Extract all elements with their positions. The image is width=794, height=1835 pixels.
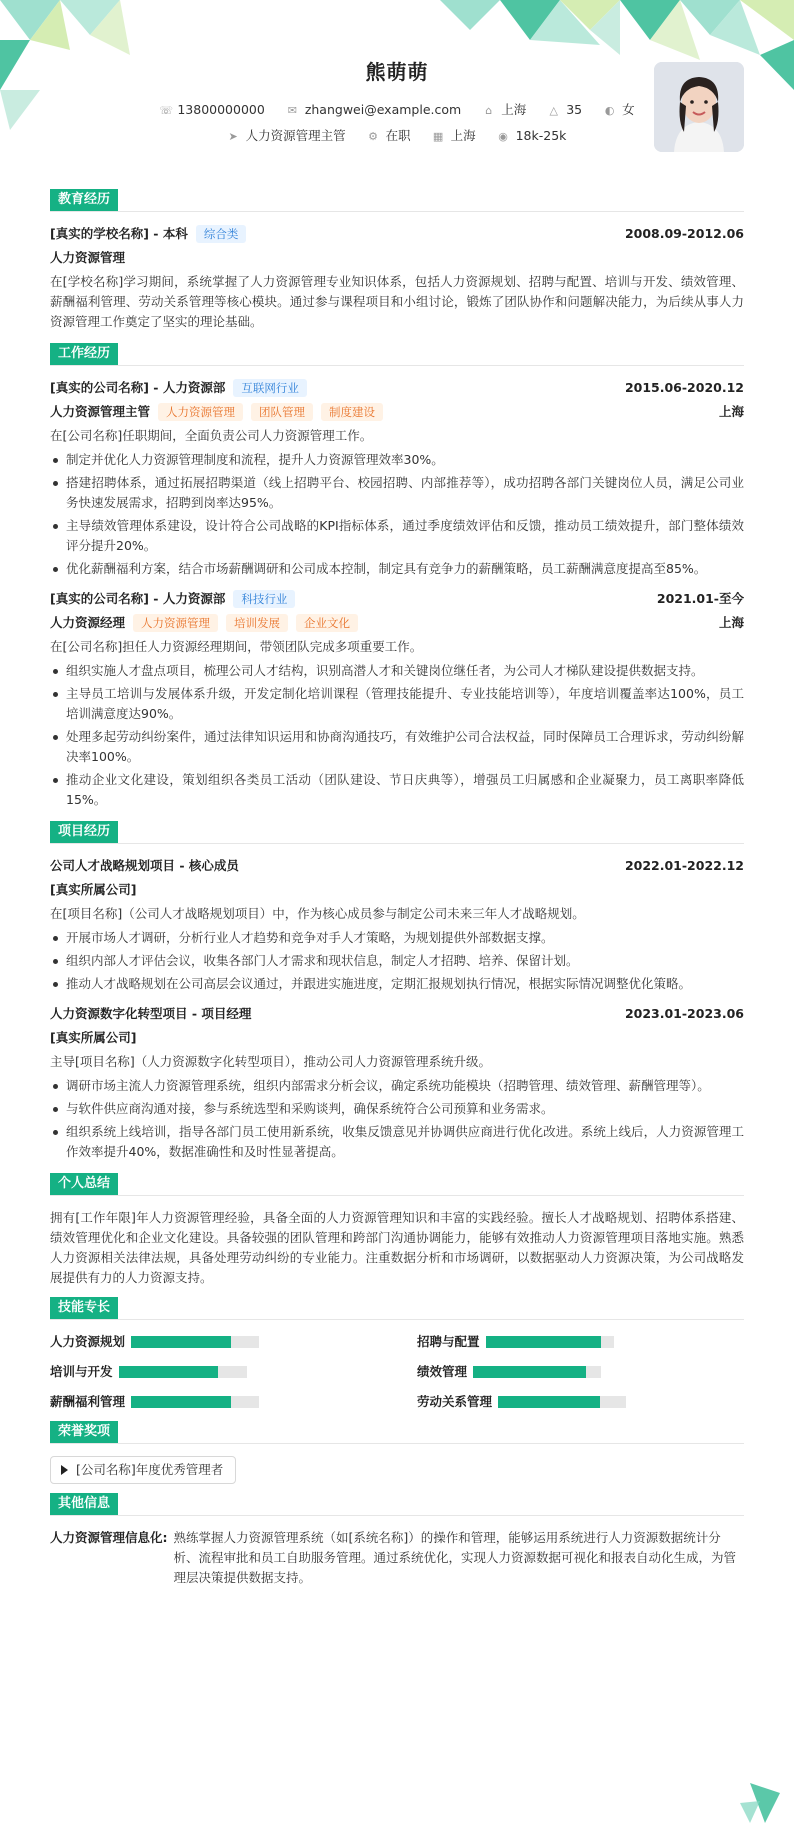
city-info (483, 100, 526, 120)
role-text: 人力资源经理 (50, 615, 126, 630)
avatar (654, 62, 744, 152)
project-company: [真实所属公司] (50, 1030, 137, 1045)
industry-tag: 互联网行业 (233, 379, 307, 397)
skill-item (50, 1362, 377, 1382)
list-item: 推动企业文化建设，策划组织各类员工活动（团队建设、节日庆典等），增强员工归属感和企业凝聚力，员工离职率降低15%。 (50, 770, 744, 810)
project-date: 2023.01-2023.06 (624, 1006, 744, 1021)
salary-text: 18k-25k (515, 128, 567, 143)
skill-bar-fill (131, 1336, 231, 1348)
skills-title: 技能专长 (50, 1297, 118, 1319)
target-role-text: 人力资源管理主管 (245, 128, 346, 143)
other-label: 人力资源管理信息化: (50, 1530, 168, 1545)
target-city-text: 上海 (450, 128, 476, 143)
email-text: zhangwei@example.com (304, 102, 462, 117)
role-text: 人力资源管理主管 (50, 404, 151, 419)
awards-header (50, 1420, 744, 1444)
work-bullets (50, 450, 744, 579)
projects-header (50, 820, 744, 844)
work-date: 2015.06-2020.12 (624, 380, 744, 395)
list-item: 组织系统上线培训，指导各部门员工使用新系统，收集反馈意见并协调供应商进行优化改进。系统上线后，人力资源管理工作效率提升40%，数据准确性和及时性显著提高。 (50, 1122, 744, 1162)
project-intro: 主导[项目名称]（人力资源数字化转型项目），推动公司人力资源管理系统升级。 (50, 1054, 492, 1069)
summary-text: 拥有[工作年限]年人力资源管理经验，具备全面的人力资源管理知识和丰富的实践经验。擅长人才战略规划、招聘体系搭建、绩效管理优化和企业文化建设。具备较强的团队管理和跨部门沟通协调能力，能够有效推动人力资源管理项目落地实施。熟悉人力资源相关法律法规，具备处理劳动纠纷的专业能力。注重数据分析和市场调研，以数据驱动人力资源决策，为公司战略发展提供有力的人力资源支持。 (50, 1210, 744, 1285)
project-name: 人力资源数字化转型项目 - 项目经理 (50, 1006, 252, 1021)
skills-header (50, 1296, 744, 1320)
work-header (50, 342, 744, 366)
skills-grid (50, 1332, 744, 1412)
projects-section (50, 820, 744, 1162)
age-icon: △ (549, 103, 558, 117)
skill-item (417, 1362, 744, 1382)
skill-item (417, 1392, 744, 1412)
building-icon: ▦ (432, 129, 444, 143)
list-item: 组织实施人才盘点项目，梳理公司人才结构，识别高潜人才和关键岗位继任者，为公司人才梯队建设提供数据支持。 (50, 661, 744, 681)
education-desc: 在[学校名称]学习期间，系统掌握了人力资源管理专业知识体系，包括人力资源规划、招聘与配置、培训与开发、绩效管理、薪酬福利管理、劳动关系管理等核心模块。通过参与课程项目和小组讨论，锻炼了团队协作和问题解决能力，为后续从事人力资源管理工作奠定了坚实的理论基础。 (50, 274, 744, 329)
skill-bar (498, 1396, 626, 1408)
list-item: 搭建招聘体系，通过拓展招聘渠道（线上招聘平台、校园招聘、内部推荐等），成功招聘各部门关键岗位人员，满足公司业务快速发展需求，招聘到岗率达95%。 (50, 473, 744, 513)
company-text: [真实的公司名称] - 人力资源部 (50, 380, 226, 395)
skill-bar (131, 1396, 259, 1408)
gender-icon: ◐ (604, 103, 615, 117)
project-intro: 在[项目名称]（公司人才战略规划项目）中，作为核心成员参与制定公司未来三年人才战略规划。 (50, 906, 585, 921)
project-name: 公司人才战略规划项目 - 核心成员 (50, 858, 239, 873)
skill-bar (473, 1366, 601, 1378)
skill-bar-fill (498, 1396, 600, 1408)
skill-tag: 企业文化 (296, 614, 358, 632)
list-item: 开展市场人才调研，分析行业人才趋势和竞争对手人才策略，为规划提供外部数据支撑。 (50, 928, 744, 948)
skill-item (50, 1332, 377, 1352)
education-header (50, 188, 744, 212)
skill-tag: 人力资源管理 (158, 403, 243, 421)
target-role-info (228, 126, 346, 146)
job-intent-row (50, 126, 744, 146)
awards-section (50, 1420, 744, 1484)
status-info (368, 126, 411, 146)
avatar-portrait (654, 62, 744, 152)
job-role (50, 613, 358, 633)
play-triangle-icon (61, 1465, 68, 1475)
company-text: [真实的公司名称] - 人力资源部 (50, 591, 226, 606)
job-role (50, 402, 383, 422)
awards-title: 荣誉奖项 (50, 1421, 118, 1443)
contact-row (50, 100, 744, 120)
list-item: 处理多起劳动纠纷案件，通过法律知识运用和协商沟通技巧，有效维护公司合法权益，同时保障员工合理诉求，劳动纠纷解决率100%。 (50, 727, 744, 767)
list-item: 推动人才战略规划在公司高层会议通过，并跟进实施进度，定期汇报规划执行情况，根据实际情况调整优化策略。 (50, 974, 744, 994)
skill-bar-fill (119, 1366, 219, 1378)
education-date: 2008.09-2012.06 (624, 226, 744, 241)
other-text: 熟练掌握人力资源管理系统（如[系统名称]）的操作和管理，能够运用系统进行人力资源数据统计分析、流程审批和员工自助服务管理。通过系统优化，实现人力资源数据可视化和报表自动化生成，为管理层决策提供数据支持。 (173, 1530, 737, 1585)
skills-section (50, 1296, 744, 1412)
skill-name: 绩效管理 (417, 1364, 468, 1379)
phone-info (159, 100, 264, 120)
home-icon: ⌂ (485, 103, 493, 117)
send-icon: ➤ (228, 129, 238, 143)
salary-icon: ◉ (498, 129, 508, 143)
skill-tag: 培训发展 (226, 614, 288, 632)
status-text: 在职 (385, 128, 411, 143)
skill-tag: 制度建设 (321, 403, 383, 421)
company-name (50, 589, 295, 609)
work-date: 2021.01-至今 (656, 591, 744, 606)
industry-tag: 科技行业 (233, 590, 295, 608)
skill-bar-fill (131, 1396, 231, 1408)
award-item (50, 1456, 236, 1484)
other-section (50, 1492, 744, 1588)
school-text: [真实的学校名称] - 本科 (50, 226, 188, 241)
salary-info (498, 126, 567, 146)
skill-name: 招聘与配置 (417, 1334, 480, 1349)
skill-bar (486, 1336, 614, 1348)
work-title: 工作经历 (50, 343, 118, 365)
list-item: 主导员工培训与发展体系升级，开发定制化培训课程（管理技能提升、专业技能培训等），年度培训覆盖率达100%，员工培训满意度达90%。 (50, 684, 744, 724)
work-location: 上海 (718, 615, 744, 630)
list-item: 与软件供应商沟通对接，参与系统选型和采购谈判，确保系统符合公司预算和业务需求。 (50, 1099, 744, 1119)
skill-name: 劳动关系管理 (417, 1394, 493, 1409)
work-bullets (50, 661, 744, 810)
gender-info (604, 100, 635, 120)
skill-name: 薪酬福利管理 (50, 1394, 126, 1409)
skill-tag: 团队管理 (251, 403, 313, 421)
corner-decoration (740, 1783, 780, 1823)
work-entry (50, 589, 744, 810)
work-section (50, 342, 744, 810)
summary-section (50, 1172, 744, 1288)
company-name (50, 378, 307, 398)
list-item: 调研市场主流人力资源管理系统，组织内部需求分析会议，确定系统功能模块（招聘管理、绩效管理、薪酬管理等）。 (50, 1076, 744, 1096)
project-date: 2022.01-2022.12 (624, 858, 744, 873)
major: 人力资源管理 (50, 250, 126, 265)
city-text: 上海 (501, 102, 527, 117)
candidate-name: 熊萌萌 (365, 60, 429, 84)
list-item: 组织内部人才评估会议，收集各部门人才需求和现状信息，制定人才招聘、培养、保留计划。 (50, 951, 744, 971)
work-location: 上海 (718, 404, 744, 419)
projects-title: 项目经历 (50, 821, 118, 843)
work-intro: 在[公司名称]担任人力资源经理期间，带领团队完成多项重要工作。 (50, 639, 423, 654)
skill-item (50, 1392, 377, 1412)
skill-bar (131, 1336, 259, 1348)
project-company: [真实所属公司] (50, 882, 137, 897)
resume-header (50, 0, 744, 180)
summary-title: 个人总结 (50, 1173, 118, 1195)
phone-text: 13800000000 (177, 102, 265, 117)
work-entry (50, 378, 744, 579)
status-icon: ⚙ (368, 129, 379, 143)
project-entry (50, 856, 744, 994)
skill-bar (119, 1366, 247, 1378)
education-entry (50, 224, 744, 332)
other-row (50, 1528, 744, 1588)
target-city-info (433, 126, 476, 146)
gender-text: 女 (622, 102, 635, 117)
skill-bar-fill (473, 1366, 586, 1378)
email-info (287, 100, 461, 120)
education-title: 教育经历 (50, 189, 118, 211)
education-section (50, 188, 744, 332)
project-entry (50, 1004, 744, 1162)
skill-bar-fill (486, 1336, 601, 1348)
skill-name: 人力资源规划 (50, 1334, 126, 1349)
school-tag: 综合类 (196, 225, 247, 243)
age-text: 35 (566, 102, 583, 117)
list-item: 制定并优化人力资源管理制度和流程，提升人力资源管理效率30%。 (50, 450, 744, 470)
school-name (50, 224, 246, 244)
work-intro: 在[公司名称]任职期间，全面负责公司人力资源管理工作。 (50, 428, 373, 443)
other-title: 其他信息 (50, 1493, 118, 1515)
skill-item (417, 1332, 744, 1352)
summary-header (50, 1172, 744, 1196)
project-bullets (50, 1076, 744, 1162)
skill-name: 培训与开发 (50, 1364, 113, 1379)
mail-icon: ✉ (287, 103, 297, 117)
project-bullets (50, 928, 744, 994)
list-item: 主导绩效管理体系建设，设计符合公司战略的KPI指标体系，通过季度绩效评估和反馈，推动员工绩效提升，部门整体绩效评分提升20%。 (50, 516, 744, 556)
other-header (50, 1492, 744, 1516)
age-info (548, 100, 582, 120)
list-item: 优化薪酬福利方案，结合市场薪酬调研和公司成本控制，制定具有竞争力的薪酬策略，员工薪酬满意度提高至85%。 (50, 559, 744, 579)
skill-tag: 人力资源管理 (133, 614, 218, 632)
award-text: [公司名称]年度优秀管理者 (76, 1462, 224, 1477)
phone-icon: ☏ (159, 103, 174, 117)
